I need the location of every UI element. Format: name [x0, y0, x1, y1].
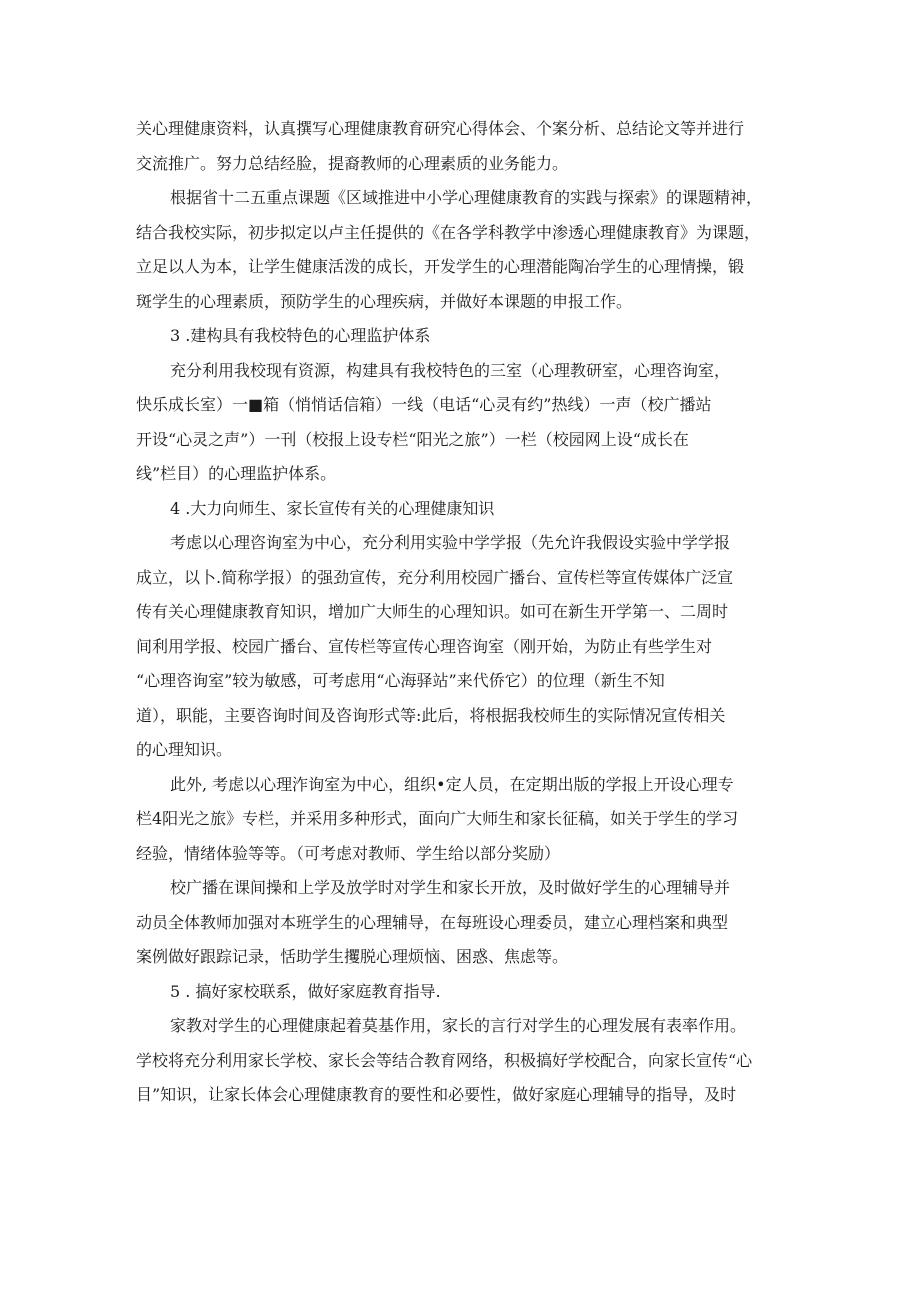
text-line: 关心理健康资料，认真撰写心理健康教育研究心得体会、个案分析、总结论文等并进行: [136, 119, 745, 138]
text-line: 栏4阳光之旅》专栏，并采用多种形式，面向广大师生和家长征稿，如关于学生的学习: [136, 809, 739, 828]
text-line: 案例做好跟踪记录，恬助学生攫脱心理烦恼、困惑、焦虑等。: [136, 947, 569, 966]
text-line: 斑学生的心理素质，预防学生的心理疾病，并做好本课题的申报工作。: [136, 291, 633, 311]
section-heading-4: [136, 492, 784, 527]
heading-text: 4 .大力向师生、家长宣传有关的心理健康知识: [170, 498, 495, 518]
text-line: 间利用学报、校园广播台、宣传栏等宣传心理咨询室（刚开始，为防止有些学生对: [136, 636, 713, 656]
text-line: 道），职能，主要咨询时间及咨询形式等:此后，将根据我校师生的实际情况宣传相关: [136, 705, 726, 725]
paragraph-monitoring-system: [136, 354, 784, 492]
text-line: 的心理知识。: [136, 740, 233, 759]
text-line: 根据省十二五重点课题《区域推进中小学心理健康教育的实践与探索》的课题精神，: [170, 188, 763, 207]
paragraph-intro-continued: [136, 112, 784, 181]
text-line: 经验，情绪体验等等。（可考虑对教师、学生给以部分奖励）: [136, 843, 561, 863]
text-line: 成立，以卜.简称学报）的强劲宣传，充分利用校园广播台、宣传栏等宣传媒体广泛宣: [136, 567, 734, 587]
text-line: “心理咨询室”较为敏感，可考虑用“心海驿站”来代侨它）的位理（新生不知: [136, 671, 665, 690]
text-line: 充分利用我校现有资源，构建具有我校特色的三室（心理教研室，心理咨询室，: [170, 360, 731, 380]
text-line: 结合我校实际，初步拟定以卢主任提供的《在各学科教学中渗透心理健康教育》为课题，: [136, 222, 761, 242]
document-page: [136, 112, 784, 1113]
text-line: 快乐成长室）一■箱（悄悄话信箱）一线（电话“心灵有约”热线）一声（校广播站: [136, 395, 712, 414]
paragraph-family: [136, 1009, 784, 1113]
text-line: 学校将充分利用家长学校、家长会等结合教育网络，积极搞好学校配合，向家长宣传“心: [136, 1050, 753, 1070]
section-heading-5: [136, 975, 784, 1010]
paragraph-publicity: [136, 526, 784, 768]
heading-text: 5 . 搞好家校联系，做好家庭教育指导.: [170, 981, 441, 1001]
section-heading-3: [136, 319, 784, 354]
text-line: 校广播在课间操和上学及放学时对学生和家长开放，及时做好学生的心理辅导并: [170, 878, 731, 897]
text-line: 家教对学生的心理健康起着莫基作用，家长的言行对学生的心理发展有表率作用。: [170, 1016, 747, 1035]
text-line: 传有关心理健康教育知识，增加广大师生的心理知识。如可在新生开学第一、二周时: [136, 602, 729, 621]
paragraph-column: [136, 768, 784, 872]
text-line: 此外, 考虑以心理泎询室为中心，组织•定人员，在定期出版的学报上开设心理专: [170, 774, 734, 794]
text-line: 目”知识，让家长体会心理健康教育的要性和必要性，做好家庭心理辅导的指导，及时: [136, 1085, 737, 1104]
paragraph-broadcast: [136, 871, 784, 975]
text-line: 交流推广。努力总结经脸，提裔教师的心理素质的业务能力。: [136, 153, 569, 173]
text-line: 立足以人为本，让学生健康活泼的成长，开发学生的心理潜能陶冶学生的心理情操，锻: [136, 257, 745, 276]
paragraph-topic-basis: [136, 181, 784, 319]
text-line: 开设“心灵之声”）一刊（校报上设专栏“阳光之旅”）一栏（校园网上设“成长在: [136, 429, 689, 449]
text-line: 动员全体教师加强对本班学生的心理辅导，在每班设心理委员，建立心理档案和典型: [136, 912, 729, 932]
text-line: 考虑以心理咨询室为中心，充分利用实验中学学报（先允许我假设实验中学学报: [170, 533, 731, 552]
heading-text: 3 .建构具有我校特色的心理监护体系: [170, 326, 431, 345]
text-line: 线”栏目）的心理监护体系。: [136, 464, 337, 483]
